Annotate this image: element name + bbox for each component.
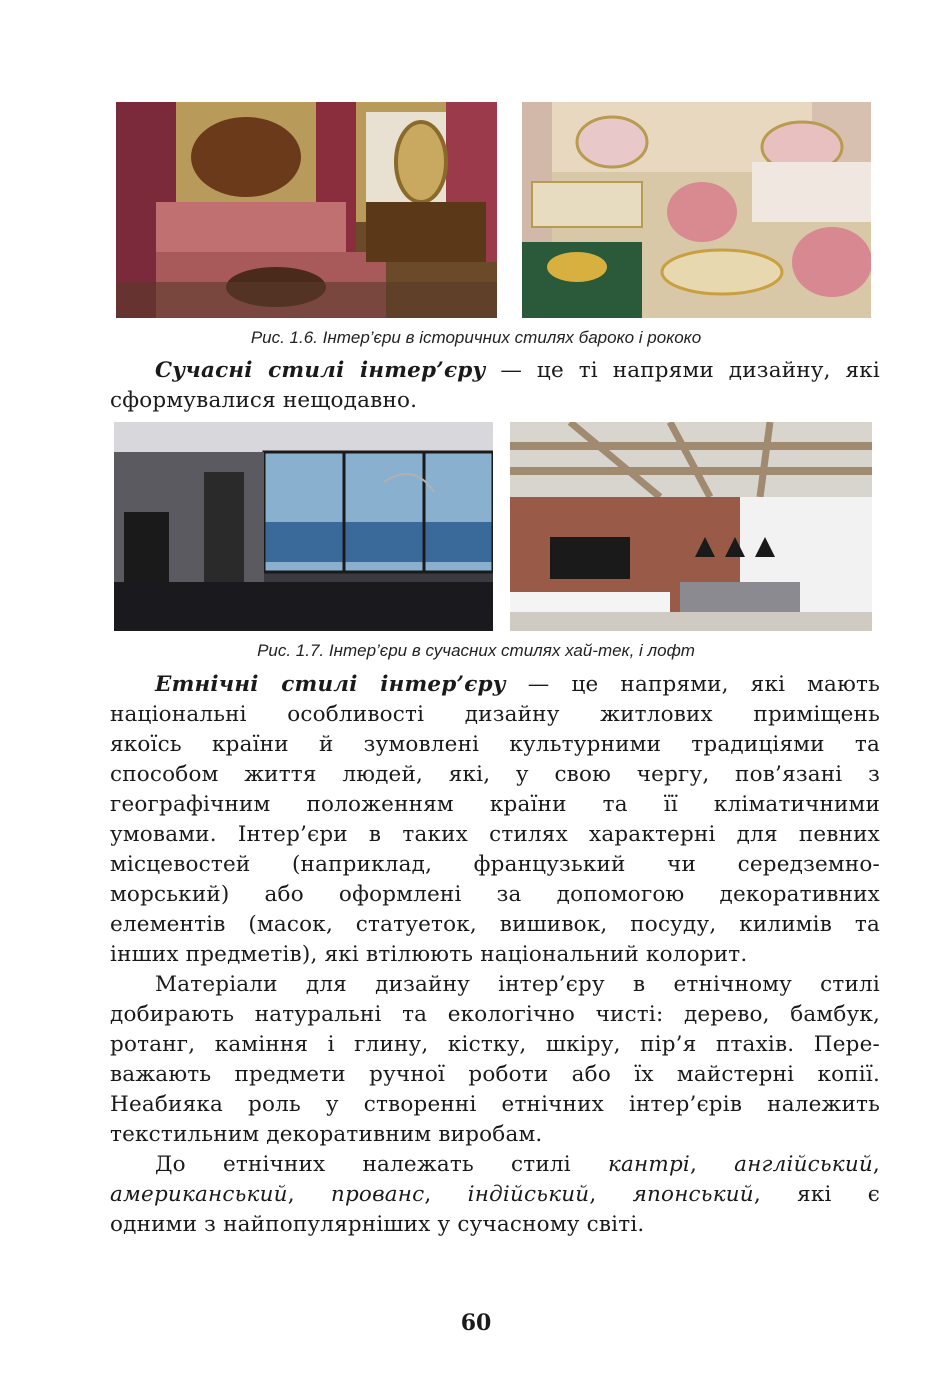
text-line: одними з найпопулярніших у сучасному світі. [110,1212,645,1237]
text-line: ротанг, каміння і глину, кістку, шкіру, пір’я птахів. Пере- [110,1032,880,1057]
modern-styles-paragraph [110,356,880,416]
styles-intro: До етнічних належать стилі [155,1152,571,1177]
text-line: елементів (масок, статуеток, вишивок, посуду, килимів та [110,912,880,937]
text-line: географічним положенням країни та її кліматичними [110,792,880,817]
figure-1-6-caption: Рис. 1.6. Інтер’єри в історичних стилях бароко і рококо [250,328,702,347]
ethnic-styles-paragraph [110,670,880,970]
text-line: текстильним декоративним виробам. [110,1122,543,1147]
baroque-interior-photo [116,102,497,318]
page-number: 60 [460,1310,492,1336]
ethnic-styles-term: Етнічні стилі інтер’єру [155,672,506,697]
text-line: інших предметів), які втілюють національний колорит. [110,942,748,967]
style-english: англійський [734,1152,873,1177]
text-line: якоїсь країни й зумовлені культурними традиціями та [110,732,880,757]
modern-styles-definition: — це ті напрями дизайну, які [500,358,880,383]
style-american: американський [110,1182,288,1207]
style-provence: прованс [330,1182,425,1207]
text-line: місцевостей (наприклад, французький чи середземно- [110,852,880,877]
text-line: умовами. Інтер’єри в таких стилях характерні для певних [110,822,880,847]
text-line: сформувалися нещодавно. [110,388,418,413]
style-japanese: японський [632,1182,754,1207]
figure-1-7-caption: Рис. 1.7. Інтер’єри в сучасних стилях хай-тек, і лофт [257,641,695,660]
text-line: важають предмети ручної роботи або їх майстерні копії. [110,1062,880,1087]
ethnic-styles-definition: — це напрями, які мають [527,672,880,697]
text-line: способом життя людей, які, у свою чергу, пов’язані з [110,762,880,787]
text-line: добирають натуральні та екологічно чисті: дерево, бамбук, [110,1002,880,1027]
modern-styles-term: Сучасні стилі інтер’єру [155,358,486,383]
text-line: національні особливості дизайну житлових приміщень [110,702,880,727]
style-country: кантрі [607,1152,690,1177]
loft-interior-photo [510,422,872,631]
rococo-interior-photo [522,102,871,318]
hi-tech-interior-photo [114,422,493,631]
styles-tail: які є [797,1182,880,1207]
text-line: Матеріали для дизайну інтер’єру в етнічному стилі [155,972,880,997]
ethnic-styles-list-paragraph: До етнічних належать стилі кантрі, англійський, американський, прованс, індійський, японський, які є одними з найпопулярніших у сучасному світі. [110,1150,880,1240]
style-indian: індійський [467,1182,590,1207]
text-line: морський) або оформлені за допомогою декоративних [110,882,880,907]
materials-paragraph [110,970,880,1150]
text-line: Неабияка роль у створенні етнічних інтер’єрів належить [110,1092,880,1117]
